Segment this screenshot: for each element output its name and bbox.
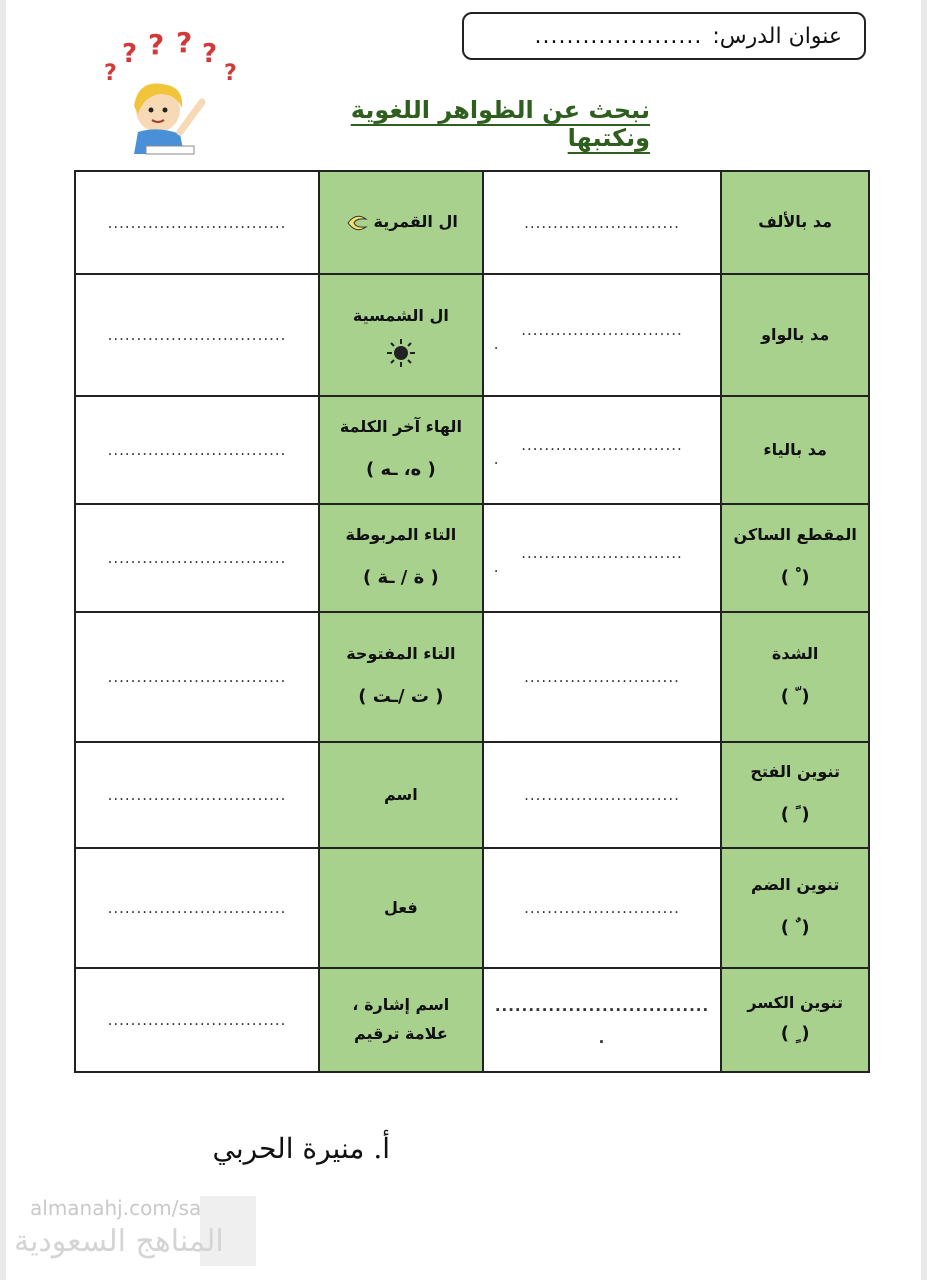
phenomenon-cell <box>319 396 483 504</box>
phenomenon-label: مد بالألف <box>758 212 833 232</box>
phenomenon-label: فعل <box>383 897 418 917</box>
phenomenon-label: الهاء آخر الكلمة <box>339 417 462 437</box>
lesson-title-box[interactable] <box>462 12 866 60</box>
phenomenon-cell <box>721 504 869 612</box>
lesson-title-label: عنوان الدرس: <box>712 23 842 49</box>
answer-blank[interactable]: ............................... <box>107 549 287 567</box>
phenomenon-cell <box>319 171 483 274</box>
worksheet-title: نبحث عن الظواهر اللغوية ونكتبها <box>350 96 650 152</box>
phenomenon-label: التاء المربوطة <box>345 525 457 545</box>
answer-cell[interactable] <box>75 396 319 504</box>
phenomenon-cell <box>721 171 869 274</box>
table-row <box>75 742 869 848</box>
answer-cell[interactable] <box>483 504 722 612</box>
phenomenon-label: تنوين الكسر <box>747 993 843 1013</box>
table-row <box>75 396 869 504</box>
phenomenon-label: التاء المفتوحة <box>346 644 456 664</box>
phenomenon-cell <box>319 742 483 848</box>
answer-blank[interactable]: ............................ <box>521 321 683 339</box>
answer-blank[interactable]: ................................ <box>494 997 710 1015</box>
answer-blank[interactable]: ............................... <box>107 213 287 232</box>
watermark-url: almanahj.com/sa <box>30 1196 202 1220</box>
phenomenon-mark: ( ٌ ) <box>780 917 810 939</box>
answer-cell[interactable] <box>483 274 722 396</box>
sun-icon <box>386 338 416 368</box>
phenomenon-mark: ( ة / ـة ) <box>362 567 439 589</box>
phenomenon-label: المقطع الساكن <box>733 525 857 545</box>
answer-cell[interactable] <box>75 504 319 612</box>
thinking-child-illustration <box>98 28 248 158</box>
phenomenon-mark: ( ّ ) <box>780 686 810 708</box>
table-row <box>75 968 869 1072</box>
answer-blank-dot: . <box>493 335 500 353</box>
svg-text:?: ? <box>202 39 218 69</box>
page-border-right <box>921 0 927 1280</box>
lesson-title-blank: ..................... <box>534 23 703 49</box>
phenomenon-cell <box>319 274 483 396</box>
phenomenon-cell <box>721 742 869 848</box>
answer-cell[interactable] <box>483 396 722 504</box>
answer-blank[interactable]: ............................... <box>107 441 287 459</box>
phenomenon-label: مد بالواو <box>761 324 830 344</box>
phenomenon-label: اسم إشارة ، علامة ترقيم <box>352 995 450 1043</box>
answer-blank-dot: . <box>598 1029 606 1047</box>
answer-blank[interactable]: ............................... <box>107 326 287 344</box>
answer-blank[interactable]: ........................... <box>524 786 680 804</box>
answer-cell[interactable] <box>483 171 722 274</box>
phenomenon-cell <box>721 396 869 504</box>
phenomenon-cell <box>319 968 483 1072</box>
author-signature: أ. منيرة الحربي <box>212 1132 390 1165</box>
svg-text:?: ? <box>104 61 117 86</box>
svg-text:?: ? <box>176 28 193 59</box>
answer-blank[interactable]: ........................... <box>524 668 680 686</box>
phenomenon-label: اسم <box>383 784 418 804</box>
phenomenon-cell <box>721 274 869 396</box>
answer-cell[interactable] <box>483 968 722 1072</box>
answer-blank-dot: . <box>493 558 500 576</box>
phenomenon-cell <box>319 612 483 742</box>
svg-text:?: ? <box>224 61 237 86</box>
moon-icon <box>344 214 368 232</box>
phenomenon-cell <box>319 504 483 612</box>
answer-cell[interactable] <box>75 848 319 968</box>
answer-blank[interactable]: ........................... <box>524 899 680 917</box>
watermark-name: المناهج السعودية <box>14 1224 224 1259</box>
phenomenon-label: مد بالياء <box>763 439 827 459</box>
answer-blank[interactable]: ............................... <box>107 899 287 917</box>
answer-cell[interactable] <box>75 274 319 396</box>
table-row <box>75 504 869 612</box>
phenomenon-mark: ( ت /ـت ) <box>358 686 444 708</box>
svg-text:?: ? <box>148 28 165 61</box>
answer-cell[interactable] <box>75 612 319 742</box>
page-border-left <box>0 0 6 1280</box>
answer-blank[interactable]: ............................... <box>107 786 287 804</box>
answer-blank[interactable]: ........................... <box>524 213 680 232</box>
phenomenon-label: ال الشمسية <box>352 305 449 325</box>
answer-cell[interactable] <box>75 171 319 274</box>
phenomena-table <box>74 170 870 1073</box>
phenomenon-cell <box>721 848 869 968</box>
answer-cell[interactable] <box>75 742 319 848</box>
answer-cell[interactable] <box>483 742 722 848</box>
phenomenon-label: تنوين الضم <box>750 875 840 895</box>
phenomenon-cell <box>721 612 869 742</box>
phenomenon-label: ال القمرية <box>373 212 458 232</box>
phenomenon-mark: ( ْ ) <box>780 567 810 589</box>
phenomenon-label: تنوين الفتح <box>750 762 840 782</box>
answer-cell[interactable] <box>483 612 722 742</box>
phenomenon-label: الشدة <box>771 644 819 664</box>
answer-blank[interactable]: ............................ <box>521 544 683 562</box>
table-row <box>75 848 869 968</box>
answer-blank-dot: . <box>493 450 500 468</box>
table-row <box>75 274 869 396</box>
answer-cell[interactable] <box>75 968 319 1072</box>
phenomenon-cell <box>721 968 869 1072</box>
svg-text:?: ? <box>122 39 138 69</box>
table-row <box>75 171 869 274</box>
phenomenon-cell <box>319 848 483 968</box>
answer-blank[interactable]: ............................ <box>521 436 683 454</box>
answer-blank[interactable]: ............................... <box>107 1011 287 1029</box>
phenomenon-mark: ( ه، ـه ) <box>365 459 436 481</box>
answer-blank[interactable]: ............................... <box>107 668 287 686</box>
answer-cell[interactable] <box>483 848 722 968</box>
table-row <box>75 612 869 742</box>
phenomenon-mark: ( ٍ ) <box>780 1023 810 1045</box>
phenomenon-mark: ( ً ) <box>780 804 810 826</box>
